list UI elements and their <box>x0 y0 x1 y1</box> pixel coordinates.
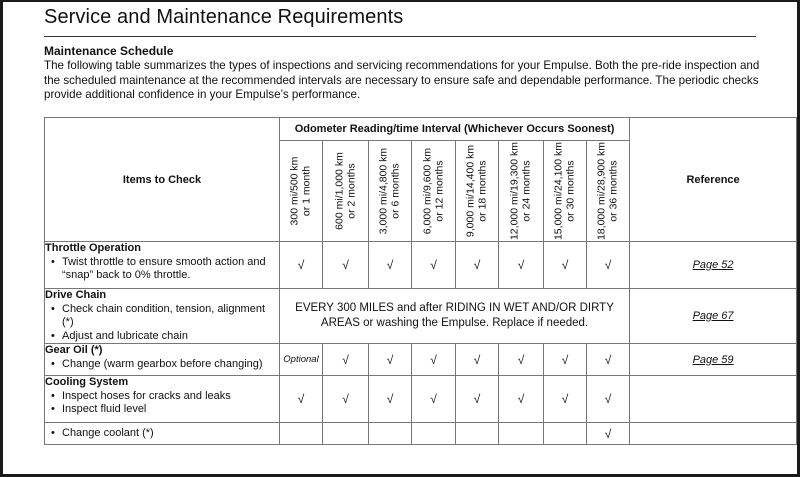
interval-distance: 12,000 mi/19,300 km <box>508 141 521 241</box>
interval-header <box>587 141 630 242</box>
interval-distance: 300 mi/500 km <box>288 156 301 226</box>
empty-cell <box>369 423 412 445</box>
empty-cell <box>456 423 499 445</box>
item-cell <box>45 289 280 344</box>
interval-header <box>369 141 412 242</box>
check-mark: √ <box>412 344 456 376</box>
reference-cell <box>630 289 797 344</box>
interval-note: EVERY 300 MILES and after RIDING IN WET AND/OR DIRTY AREAS or washing the Empulse. Replace if needed. <box>280 289 630 344</box>
interval-header <box>323 141 369 242</box>
empty-cell <box>280 423 323 445</box>
check-mark: √ <box>499 376 544 423</box>
reference-cell <box>630 344 797 376</box>
group-title: Gear Oil (*) <box>45 344 103 356</box>
check-item: • Check chain condition, tension, alignment (*) <box>45 303 279 330</box>
check-mark: √ <box>544 376 587 423</box>
table-row-drive-chain <box>45 289 797 344</box>
check-mark: √ <box>280 242 323 289</box>
check-mark: √ <box>456 242 499 289</box>
check-mark: √ <box>369 344 412 376</box>
check-item: • Change coolant (*) <box>45 427 279 441</box>
interval-header <box>544 141 587 242</box>
check-mark: √ <box>456 376 499 423</box>
table-row-gear-oil <box>45 344 797 376</box>
item-cell <box>45 344 280 376</box>
check-mark: √ <box>412 376 456 423</box>
empty-cell <box>323 423 369 445</box>
window-frame-top <box>0 0 800 2</box>
title-divider <box>44 36 756 37</box>
reference-header: Reference <box>630 118 797 242</box>
interval-header <box>456 141 499 242</box>
interval-distance: 18,000 mi/28,900 km <box>595 141 608 241</box>
interval-time: or 1 month <box>300 165 312 217</box>
interval-header <box>499 141 544 242</box>
page-reference-link[interactable]: Page 59 <box>692 353 734 366</box>
check-mark: √ <box>544 242 587 289</box>
header-row <box>45 118 797 141</box>
check-mark: √ <box>544 344 587 376</box>
group-title: Throttle Operation <box>45 242 141 254</box>
interval-time: or 36 months <box>607 160 620 222</box>
odometer-header: Odometer Reading/time Interval (Whichever Occurs Soonest) <box>280 118 630 141</box>
item-cell <box>45 376 280 423</box>
reference-cell-empty <box>630 376 797 423</box>
interval-distance: 600 mi/1,000 km <box>333 152 345 230</box>
interval-distance: 15,000 mi/24,100 km <box>552 141 565 241</box>
check-mark: √ <box>587 344 630 376</box>
check-item: • Adjust and lubricate chain <box>45 330 279 344</box>
check-mark: √ <box>280 376 323 423</box>
check-mark: √ <box>369 376 412 423</box>
optional-label: Optional <box>280 344 323 376</box>
empty-cell <box>544 423 587 445</box>
interval-time: or 12 months <box>432 160 445 222</box>
maintenance-schedule-table <box>44 117 797 445</box>
empty-cell <box>412 423 456 445</box>
interval-distance: 3,000 mi/4,800 km <box>377 147 390 235</box>
check-item: • Change (warm gearbox before changing) <box>45 358 279 372</box>
page-title: Service and Maintenance Requirements <box>44 6 404 28</box>
check-mark: √ <box>587 423 630 445</box>
table-row-cooling <box>45 376 797 423</box>
interval-time: or 6 months <box>389 163 401 219</box>
check-item: • Inspect fluid level <box>45 403 279 417</box>
interval-distance: 9,000 mi/14,400 km <box>464 144 477 238</box>
interval-header <box>280 141 323 242</box>
page-reference-link[interactable]: Page 52 <box>692 259 734 271</box>
check-mark: √ <box>499 344 544 376</box>
item-cell <box>45 242 280 289</box>
check-item: • Inspect hoses for cracks and leaks <box>45 390 279 404</box>
group-title: Drive Chain <box>45 289 107 301</box>
intro-paragraph: The following table summarizes the types of inspections and servicing recommendations for your Empulse. Both the pre-ride inspection and the scheduled maintenance at the recommended intervals are necessary to ensure safe and dependable performance. The periodic checks provide additional confidence in your Empulse’s performance. <box>44 59 760 102</box>
check-mark: √ <box>412 242 456 289</box>
interval-header <box>412 141 456 242</box>
interval-time: or 30 months <box>564 160 576 222</box>
check-mark: √ <box>456 344 499 376</box>
interval-time: or 24 months <box>520 160 532 222</box>
check-mark: √ <box>587 376 630 423</box>
table-row-coolant <box>45 423 797 445</box>
page-reference-link[interactable]: Page 67 <box>692 310 734 322</box>
reference-cell <box>630 242 797 289</box>
interval-time: or 2 months <box>344 163 357 219</box>
items-to-check-header: Items to Check <box>45 118 280 242</box>
interval-time: or 18 months <box>476 160 488 222</box>
reference-cell-empty <box>630 423 797 445</box>
group-title: Cooling System <box>45 376 129 388</box>
check-mark: √ <box>323 242 369 289</box>
interval-distance: 6,000 mi/9,600 km <box>421 147 433 235</box>
table-row-throttle <box>45 242 797 289</box>
empty-cell <box>499 423 544 445</box>
check-mark: √ <box>323 344 369 376</box>
item-cell <box>45 423 280 445</box>
check-item: • Twist throttle to ensure smooth action and “snap” back to 0% throttle. <box>45 256 279 283</box>
check-mark: √ <box>369 242 412 289</box>
check-mark: √ <box>323 376 369 423</box>
check-mark: √ <box>499 242 544 289</box>
check-mark: √ <box>587 242 630 289</box>
window-frame-left <box>0 0 3 477</box>
section-subtitle: Maintenance Schedule <box>44 44 174 58</box>
